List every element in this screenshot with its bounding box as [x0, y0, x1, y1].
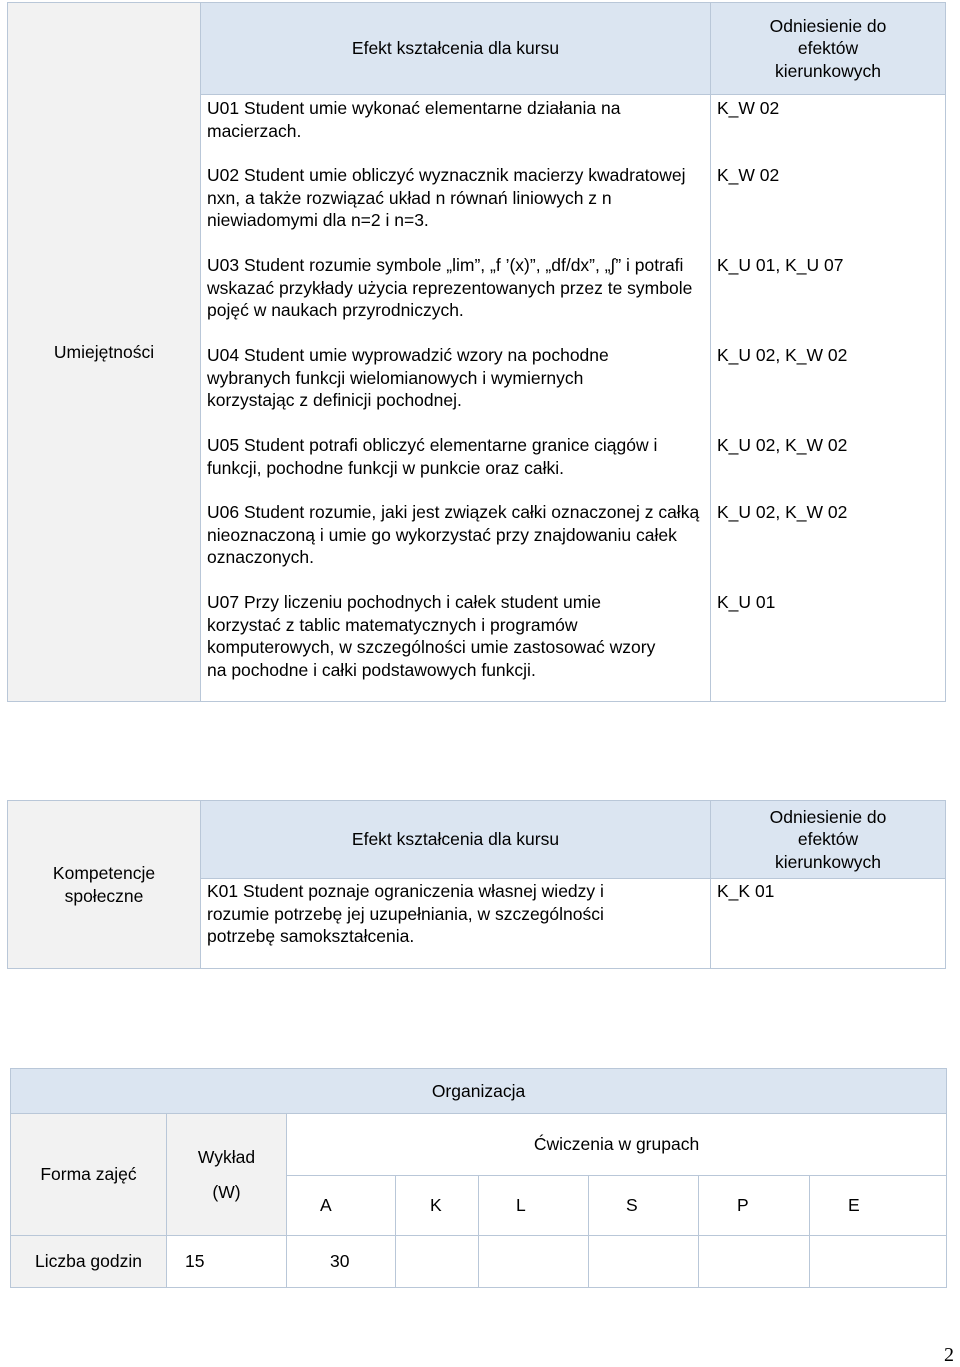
skills-category-cell: [8, 3, 201, 702]
skill-ref-u03: K_U 01, K_U 07: [717, 255, 844, 275]
header-ref-label: Odniesienie do efektów kierunkowych: [769, 15, 887, 81]
header-ref-label: Odniesienie do efektów kierunkowych: [769, 806, 887, 872]
skill-item-u05: U05 Student potrafi obliczyć elementarne granice ciągów i funkcji, pochodne funkcji w punkcie oraz całki.: [207, 435, 658, 478]
social-competences-table: [7, 800, 946, 969]
social-category-cell: [8, 801, 201, 969]
social-item-k01: K01 Student poznaje ograniczenia własnej wiedzy i rozumie potrzebę jej uzupełniania, w szczególności potrzebę samokształcenia.: [207, 881, 604, 946]
group-hours-k: [396, 1236, 479, 1288]
group-hours-a: 30: [287, 1236, 396, 1288]
skill-ref-u05: K_U 02, K_W 02: [717, 435, 848, 455]
group-hours-e: [810, 1236, 947, 1288]
groups-label-cell: [287, 1114, 947, 1176]
skills-table: [7, 2, 946, 702]
skill-item-u04: U04 Student umie wyprowadzić wzory na pochodne wybranych funkcji wielomianowych i wymiernych korzystając z definicji pochodnej.: [207, 345, 609, 410]
skill-ref-u01: K_W 02: [717, 98, 780, 118]
group-type-e: E: [810, 1176, 947, 1236]
header-effect-label: Efekt kształcenia dla kursu: [351, 38, 560, 59]
skills-header-effect: [201, 3, 711, 95]
hours-label-cell: [11, 1236, 167, 1288]
skill-ref-u07: K_U 01: [717, 592, 776, 612]
lecture-cell: [167, 1114, 287, 1236]
skill-item-u07: U07 Przy liczeniu pochodnych i całek student umie korzystać z tablic matematycznych i programów komputerowych, w szczególności umie zastosować wzory na pochodne i całki podstawowych funkcji.: [207, 592, 656, 680]
social-effect-cell: [201, 879, 711, 969]
skill-item-u02: U02 Student umie obliczyć wyznacznik macierzy kwadratowej nxn, a także rozwiązać układ n równań liniowych z n niewiadomymi dla n=2 i n=3.: [207, 165, 686, 230]
social-category-label: Kompetencje społeczne: [52, 863, 156, 906]
social-header-ref: [711, 801, 946, 879]
skill-item-u06: U06 Student rozumie, jaki jest związek całki oznaczonej z całką nieoznaczoną i umie go wykorzystać przy znajdowaniu całek oznaczonych.: [207, 502, 700, 567]
group-hours-s: [589, 1236, 699, 1288]
lecture-abbr: (W): [212, 1181, 241, 1202]
skills-header-ref: [711, 3, 946, 95]
group-type-p: P: [699, 1176, 810, 1236]
form-label-cell: [11, 1114, 167, 1236]
social-ref-cell: [711, 879, 946, 969]
skill-ref-u02: K_W 02: [717, 165, 780, 185]
group-hours-l: [479, 1236, 589, 1288]
social-ref-k01: K_K 01: [717, 881, 775, 901]
group-hours-p: [699, 1236, 810, 1288]
group-type-l: L: [479, 1176, 589, 1236]
form-label: Forma zajęć: [40, 1164, 137, 1185]
social-header-effect: [201, 801, 711, 879]
skill-item-u03: U03 Student rozumie symbole „lim”, „f ’(x)”, „df/dx”, „∫” i potrafi wskazać przykłady użycia reprezentowanych przez te symbole pojęć w naukach przyrodniczych.: [207, 255, 693, 320]
skill-ref-u06: K_U 02, K_W 02: [717, 502, 848, 522]
skills-category-label: Umiejętności: [53, 341, 155, 362]
organization-title: Organizacja: [431, 1080, 526, 1101]
skill-ref-u04: K_U 02, K_W 02: [717, 345, 848, 365]
organization-table: [10, 1068, 947, 1288]
organization-title-cell: [11, 1069, 947, 1114]
lecture-hours: 15: [167, 1236, 287, 1288]
skills-refs-cell: [711, 95, 946, 702]
skills-effects-cell: [201, 95, 711, 702]
hours-label: Liczba godzin: [34, 1251, 143, 1272]
group-type-a: A: [287, 1176, 396, 1236]
skill-item-u01: U01 Student umie wykonać elementarne działania na macierzach.: [207, 98, 621, 141]
header-effect-label: Efekt kształcenia dla kursu: [351, 829, 560, 850]
lecture-label: Wykład: [197, 1147, 256, 1167]
page-number: 2: [944, 1344, 954, 1366]
group-type-s: S: [589, 1176, 699, 1236]
group-type-k: K: [396, 1176, 479, 1236]
groups-label: Ćwiczenia w grupach: [533, 1134, 700, 1155]
